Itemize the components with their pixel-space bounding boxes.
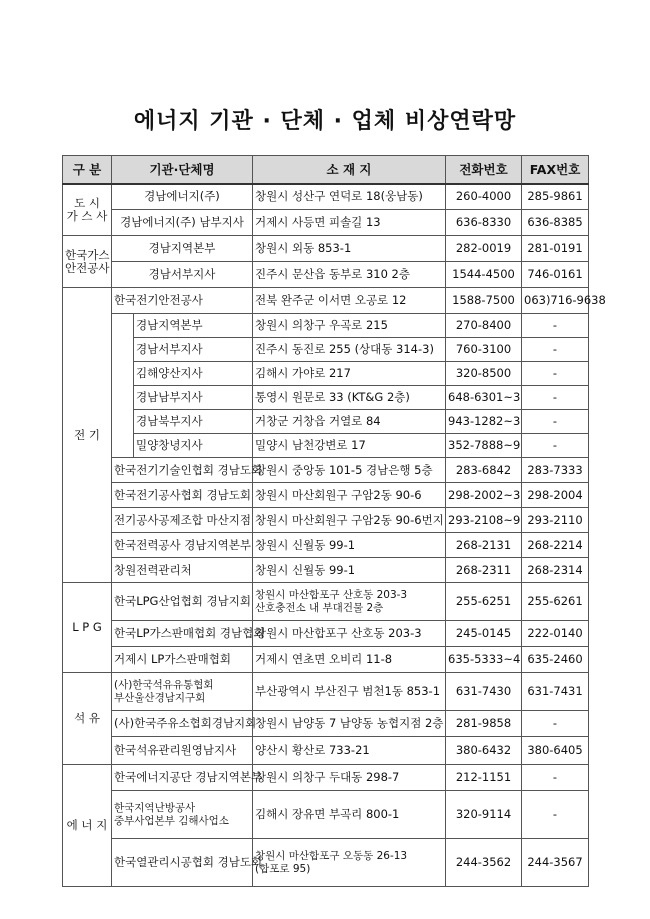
phone: 281-9858: [446, 711, 522, 737]
table-row: [63, 434, 589, 458]
org-name-line2: 중부사업본부 김해사업소: [114, 814, 229, 827]
org-name: 한국LPG산업협회 경남지회: [112, 583, 253, 621]
fax: 268-2214: [522, 533, 589, 558]
phone: 245-0145: [446, 621, 522, 647]
header-org: 기관·단체명: [112, 156, 253, 184]
address: 부산광역시 부산진구 범천1동 853-1: [253, 673, 446, 711]
fax: -: [522, 791, 589, 839]
org-name: 경남에너지(주) 남부지사: [112, 210, 253, 236]
table-row: [63, 765, 589, 791]
fax: -: [522, 314, 589, 338]
org-name: 경남서부지사: [134, 338, 253, 362]
fax: 293-2110: [522, 508, 589, 533]
address: 창원시 남양동 7 남양동 농협지점 2층: [253, 711, 446, 737]
org-name: 경남서부지사: [112, 262, 253, 288]
address-line1: 창원시 마산합포구 오동동 26-13: [255, 849, 408, 862]
phone: 635-5333~4: [446, 647, 522, 673]
address: 전북 완주군 이서면 오공로 12: [253, 288, 446, 314]
category-label-line1: 한국가스: [65, 247, 110, 262]
table-row: [63, 558, 589, 583]
address: 거제시 연초면 오비리 11-8: [253, 647, 446, 673]
header-category: 구 분: [63, 156, 112, 184]
table-header-row: [63, 156, 589, 184]
category-energy: [63, 765, 112, 887]
address-line1: 창원시 마산합포구 산호동 203-3: [255, 588, 408, 601]
fax: 283-7333: [522, 458, 589, 483]
table-row: [63, 647, 589, 673]
fax: 285-9861: [522, 184, 589, 210]
phone: 648-6301~3: [446, 386, 522, 410]
table-row: [63, 533, 589, 558]
phone: 244-3562: [446, 839, 522, 887]
phone: 943-1282~3: [446, 410, 522, 434]
header-address: 소 재 지: [253, 156, 446, 184]
phone: 255-6251: [446, 583, 522, 621]
org-name: 창원전력관리처: [112, 558, 253, 583]
fax: 255-6261: [522, 583, 589, 621]
fax: 222-0140: [522, 621, 589, 647]
fax: -: [522, 434, 589, 458]
address-line2: (합포로 95): [255, 862, 311, 875]
org-name: 경남남부지사: [134, 386, 253, 410]
header-fax: FAX번호: [522, 156, 589, 184]
org-name: 한국전기공사협회 경남도회: [112, 483, 253, 508]
table-row: [63, 236, 589, 262]
address: 창원시 마산회원구 구암2동 90-6: [253, 483, 446, 508]
table-row: [63, 458, 589, 483]
fax: 636-8385: [522, 210, 589, 236]
table-row: [63, 386, 589, 410]
category-label: 전 기: [74, 427, 100, 442]
table-row: [63, 839, 589, 887]
table-row: [63, 483, 589, 508]
org-name: 전기공사공제조합 마산지점: [112, 508, 253, 533]
sub-indent: [112, 314, 134, 458]
category-label: L P G: [72, 620, 102, 634]
org-name: 한국전기기술인협회 경남도회: [112, 458, 253, 483]
table-row: [63, 184, 589, 210]
org-name: 밀양창녕지사: [134, 434, 253, 458]
address: [253, 583, 446, 621]
org-name: (사)한국주유소협회경남지회: [112, 711, 253, 737]
fax: 244-3567: [522, 839, 589, 887]
table-row: [63, 791, 589, 839]
org-name: 한국LP가스판매협회 경남협회: [112, 621, 253, 647]
category-kgs: [63, 236, 112, 288]
phone: 1544-4500: [446, 262, 522, 288]
fax: 380-6405: [522, 737, 589, 765]
category-label-line1: 도 시: [74, 195, 100, 210]
address: 거제시 사등면 피솔길 13: [253, 210, 446, 236]
category-label-line2: 안전공사: [65, 260, 110, 275]
org-name: 경남지역본부: [134, 314, 253, 338]
phone: 320-8500: [446, 362, 522, 386]
address: 통영시 원문로 33 (KT&G 2층): [253, 386, 446, 410]
org-name: 김해양산지사: [134, 362, 253, 386]
address: 김해시 장유면 부곡리 800-1: [253, 791, 446, 839]
fax: 281-0191: [522, 236, 589, 262]
phone: 320-9114: [446, 791, 522, 839]
address: 창원시 의창구 두대동 298-7: [253, 765, 446, 791]
org-name: 경남에너지(주): [112, 184, 253, 210]
fax: -: [522, 410, 589, 434]
phone: 282-0019: [446, 236, 522, 262]
fax: 268-2314: [522, 558, 589, 583]
address: 창원시 외동 853-1: [253, 236, 446, 262]
address: 밀양시 남천강변로 17: [253, 434, 446, 458]
table-row: [63, 583, 589, 621]
phone: 760-3100: [446, 338, 522, 362]
phone: 1588-7500: [446, 288, 522, 314]
header-phone: 전화번호: [446, 156, 522, 184]
address: 창원시 신월동 99-1: [253, 558, 446, 583]
org-name: 경남지역본부: [112, 236, 253, 262]
table-row: [63, 338, 589, 362]
org-name-line2: 부산울산경남지구회: [114, 691, 206, 704]
phone: 268-2311: [446, 558, 522, 583]
phone: 260-4000: [446, 184, 522, 210]
phone: 293-2108~9: [446, 508, 522, 533]
category-oil: [63, 673, 112, 765]
org-name-line1: (사)한국석유유통협회: [114, 678, 214, 691]
address: 진주시 동진로 255 (상대동 314-3): [253, 338, 446, 362]
phone: 352-7888~9: [446, 434, 522, 458]
table-row: [63, 737, 589, 765]
address: 거창군 거창읍 거열로 84: [253, 410, 446, 434]
fax: 063)716-9638: [522, 288, 589, 314]
table-row: [63, 410, 589, 434]
address: 창원시 성산구 연덕로 18(웅남동): [253, 184, 446, 210]
fax: 631-7431: [522, 673, 589, 711]
org-name: [112, 673, 253, 711]
phone: 380-6432: [446, 737, 522, 765]
table-row: [63, 621, 589, 647]
org-name: [112, 791, 253, 839]
table-row: [63, 314, 589, 338]
fax: -: [522, 362, 589, 386]
phone: 636-8330: [446, 210, 522, 236]
org-name: 한국석유관리원영남지사: [112, 737, 253, 765]
category-label: 석 유: [74, 711, 100, 725]
address: 창원시 마산회원구 구암2동 90-6번지: [253, 508, 446, 533]
fax: 635-2460: [522, 647, 589, 673]
org-name: 거제시 LP가스판매협회: [112, 647, 253, 673]
category-label-line2: 가 스 사: [66, 208, 108, 223]
address: 양산시 황산로 733-21: [253, 737, 446, 765]
category-city-gas: [63, 184, 112, 236]
category-label: 에 너 지: [66, 818, 108, 832]
address-line2: 산호충전소 내 부대건물 2층: [255, 601, 384, 614]
address: 창원시 중앙동 101-5 경남은행 5층: [253, 458, 446, 483]
org-name: 경남북부지사: [134, 410, 253, 434]
table-row: [63, 711, 589, 737]
fax: 746-0161: [522, 262, 589, 288]
org-name: 한국열관리시공협회 경남도회: [112, 839, 253, 887]
org-name: 한국전기안전공사: [112, 288, 253, 314]
org-name: 한국에너지공단 경남지역본부: [112, 765, 253, 791]
table-row: [63, 262, 589, 288]
address: [253, 839, 446, 887]
phone: 631-7430: [446, 673, 522, 711]
page-title: 에너지 기관 · 단체 · 업체 비상연락망: [133, 109, 517, 134]
address: 창원시 마산합포구 산호동 203-3: [253, 621, 446, 647]
fax: -: [522, 386, 589, 410]
org-name: 한국전력공사 경남지역본부: [112, 533, 253, 558]
address: 창원시 의창구 우곡로 215: [253, 314, 446, 338]
fax: -: [522, 338, 589, 362]
fax: 298-2004: [522, 483, 589, 508]
category-lpg: [63, 583, 112, 673]
address: 창원시 신월동 99-1: [253, 533, 446, 558]
phone: 283-6842: [446, 458, 522, 483]
phone: 298-2002~3: [446, 483, 522, 508]
address: 진주시 문산읍 동부로 310 2층: [253, 262, 446, 288]
phone: 270-8400: [446, 314, 522, 338]
table-row: [63, 288, 589, 314]
phone: 268-2131: [446, 533, 522, 558]
table-row: [63, 362, 589, 386]
fax: -: [522, 711, 589, 737]
org-name-line1: 한국지역난방공사: [114, 801, 196, 814]
address: 김해시 가야로 217: [253, 362, 446, 386]
table-row: [63, 673, 589, 711]
table-row: [63, 210, 589, 236]
fax: -: [522, 765, 589, 791]
contact-table: [62, 155, 606, 887]
category-electric: [63, 288, 112, 583]
phone: 212-1151: [446, 765, 522, 791]
table-row: [63, 508, 589, 533]
